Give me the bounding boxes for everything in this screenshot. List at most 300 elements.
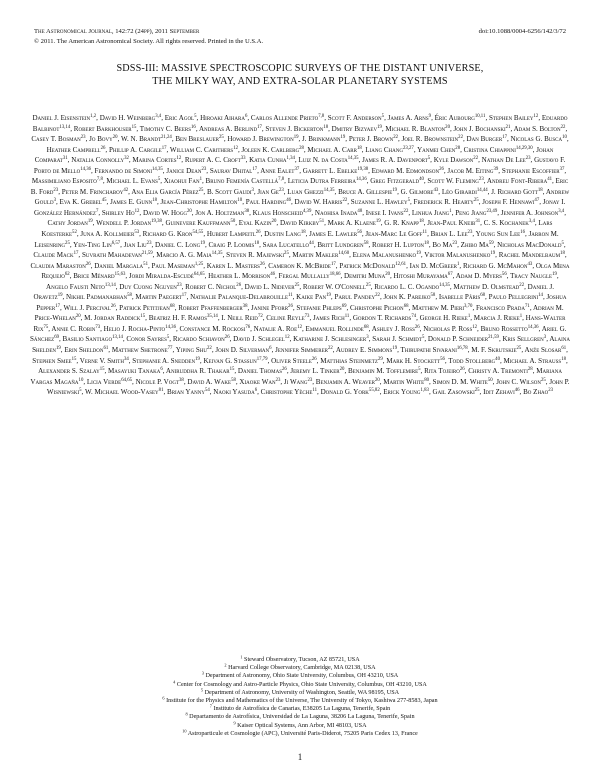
author-name: Yanmei Chen xyxy=(417,145,456,154)
author-affiliation-ref: 6 xyxy=(254,388,258,394)
author-name: Bruce A. Gillespie xyxy=(338,187,393,196)
author-affiliation-ref: 15 xyxy=(229,367,235,373)
page-number: 1 xyxy=(297,752,303,762)
affiliation-item xyxy=(30,656,570,664)
author-name: Jean-Marc Le Goff xyxy=(365,230,423,239)
author-name: M. Jordan Raddick xyxy=(84,314,141,323)
author-name: Hiroaki Aihara xyxy=(200,114,245,122)
author-name: Rita Tojeiro xyxy=(424,367,460,376)
author-name: John P. Wisniewski xyxy=(46,377,570,397)
author-affiliation-ref: 23,49 xyxy=(486,208,498,214)
author-affiliation-ref: 26 xyxy=(288,303,293,309)
author-name: Jian Ge xyxy=(257,187,279,196)
author-name: Claude Mack xyxy=(33,251,74,260)
author-name: Matthew M. Pieri xyxy=(412,303,465,312)
author-name: Johan Comparat xyxy=(34,145,554,165)
author-name: Daniel J. Eisenstein xyxy=(32,114,91,122)
author-name: Duy Cuong Nguyen xyxy=(119,282,177,291)
author-name: Jon A. Holtzman xyxy=(195,208,245,217)
title-line: THE MILKY WAY, AND EXTRA-SOLAR PLANETARY SYSTEMS xyxy=(152,75,448,87)
author-name: Christophe Pichon xyxy=(350,303,404,312)
author-name: Kaike Pan xyxy=(296,293,327,302)
author-affiliation-ref: 68 xyxy=(169,303,175,309)
affiliation-item xyxy=(30,713,570,721)
author-name: Lars Koesterke xyxy=(41,219,553,239)
affiliation-item xyxy=(30,697,570,705)
author-affiliation-ref: 9 xyxy=(428,114,432,119)
author-affiliation-ref: 22 xyxy=(207,346,212,352)
author-affiliation-ref: 3 xyxy=(53,198,57,204)
author-name: Bruno Rossetto xyxy=(480,324,528,333)
author-name: Celine Reyle xyxy=(266,314,305,323)
author-name: Robert Barkhouser xyxy=(73,124,132,133)
author-affiliation-ref: 20 xyxy=(445,124,450,130)
author-affiliation-ref: 41 xyxy=(547,177,552,183)
author-affiliation-ref: 23 xyxy=(80,135,86,141)
author-affiliation-ref: 19 xyxy=(552,272,557,278)
author-affiliation-ref: 5 xyxy=(194,114,197,119)
author-affiliation-ref: 19 xyxy=(490,251,496,257)
author-name: Leticia Dutra Ferreira xyxy=(287,177,356,186)
author-affiliation-ref: 7,8 xyxy=(96,177,103,183)
author-affiliation-ref: 14,35 xyxy=(211,251,223,257)
author-affiliation-ref: 7,8 xyxy=(318,114,325,119)
author-name: James A. Arns xyxy=(387,114,429,122)
author-affiliation-ref: 23 xyxy=(548,388,554,394)
author-affiliation-ref: 50 xyxy=(230,219,236,225)
author-affiliation-ref: 19 xyxy=(392,187,398,193)
author-name: Peter M. Frinchaboy xyxy=(61,187,124,196)
author-affiliation-ref: 11 xyxy=(288,293,293,299)
author-affiliation-ref: 12 xyxy=(176,156,182,162)
author-name: M. F. Skrutskie xyxy=(471,346,517,355)
author-name: Brian Yanny xyxy=(167,388,205,397)
author-affiliation-ref: 17 xyxy=(73,251,79,257)
author-affiliation-ref: 5 xyxy=(421,335,425,341)
author-affiliation-ref: 25 xyxy=(294,282,300,288)
author-name: Anne Ealet xyxy=(260,166,295,175)
author-name: Paul Harding xyxy=(245,198,287,207)
author-name: Emmanuel Rollinde xyxy=(305,324,364,333)
author-affiliation-ref: 58 xyxy=(231,377,236,383)
author-affiliation-ref: 17 xyxy=(502,135,508,141)
author-name: Karen L. Masters xyxy=(206,261,260,270)
author-affiliation-ref: 3,4 xyxy=(528,219,535,225)
author-name: Zhibo Ma xyxy=(460,240,489,249)
author-affiliation-ref: 56 xyxy=(440,356,445,362)
author-affiliation-ref: 14,36 xyxy=(527,324,539,330)
author-affiliation-ref: 15 xyxy=(131,124,137,130)
affiliation-text: Institute for the Physics and Mathematics of the Universe, The University of Tokyo, Kashiwa 277-8583, Japan xyxy=(164,698,438,705)
affiliation-text: Harvard College Observatory, Cambridge, MA 02138, USA xyxy=(226,665,376,672)
author-list: Daniel J. Eisenstein$^{1,2}$, David H. Weinberg$^{3,4}$, Eric Agol$^5$, Hiroaki Aihara$^6$, Carlos Allende Prieto$^{7,8}$, Scott F. Anderson$^5$, James A. Arns$^9$, Éric Aubourg$^{10,11}$, Stephen Bailey$^{12}$, Eduardo Balbinot$^{13,14}$, Robert Barkhouser$^{15}$, Timothy C. Beers$^{16}$, Andreas A. Berlind$^{17}$, Steven J. Bickerton$^{18}$, Dmitry Bizyaev$^{19}$, Michael R. Blanton$^{20}$, John J. Bochanski$^{21}$, Adam S. Bolton$^{22}$, Casey T. Bosman$^{23}$, Jo Bovy$^{20}$, W. N. Brandt$^{21,24}$, Ben Breslauer$^{25}$, Howard J. Brewington$^{19}$, J. Brinkmann$^{19}$, Peter J. Brown$^{22}$, Joel R. Brownstein$^{22}$, Dan Burger$^{17}$, Nicolas G. Busca$^{10}$, Heather Campbell$^{26}$, Phillip A. Cargile$^{17}$, William C. Carithers$^{12}$, Joleen K. Carlberg$^{28}$, Michael A. Carr$^{18}$, Liang Chang$^{23,27}$, Yanmei Chen$^{28}$, Cristina Chiappini$^{14,29,30}$, Johan Comparat$^{31}$, Natalia Connolly$^{32}$, Marina Cortes$^{12}$, Rupert A. C. Croft$^{33}$, Katia Cunha$^{1,34}$, Luiz N. da Costa$^{14,35}$, James R. A. Davenport$^5$, Kyle Dawson$^{22}$, Nathan De Lee$^{23}$, Gustavo F. Porto de Mello$^{14,36}$, Fernando de Simoni$^{14,35}$, Janice Dean$^{23}$, Saurav Dhital$^{17}$, Anne Ealet$^{37}$, Garrett L. Ebelke$^{19,38}$, Edward M. Edmondson$^{26}$, Jacob M. Eiting$^{39}$, Stephanie Escoffier$^{37}$, Massimiliano Esposito$^{7,8}$, Michael L. Evans$^5$, Xiaohui Fan$^1$, Bruno Femenía Castellá$^{7,8}$, Leticia Dutra Ferreira$^{14,36}$, Greg Fitzgerald$^{40}$, Scott W. Fleming$^{23}$, Andreu Font-Ribera$^{41}$, Eric B. Ford$^{23}$, Peter M. Frinchaboy$^{42}$, Ana Elia García Pérez$^{25}$, B. Scott Gaudi$^3$, Jian Ge$^{23}$, Luan Ghezzi$^{14,35}$, Bruce A. Gillespie$^{19}$, G. Gilmore$^{43}$, Léo Girardi$^{14,44}$, J. Richard Gott$^{18}$, Andrew Gould$^3$, Eva K. Grebel$^{45}$, James E. Gunn$^{18}$, Jean-Christophe Hamilton$^{10}$, Paul Harding$^{46}$, David W. Harris$^{22}$, Suzanne L. Hawley$^5$, Frederick R. Hearty$^{25}$, Joseph F. Hennawi$^{47}$, Jonay I. González Hernández$^7$, Shirley Ho$^{12}$, David W. Hogg$^{20}$, Jon A. Holtzman$^{38}$, Klaus Honscheid$^{4,39}$, Naohisa Inada$^{48}$, Inese I. Ivans$^{22}$, Linhua Jiang$^1$, Peng Jiang$^{23,49}$, Jennifer A. Johnson$^{3,4}$, Cathy Jordan$^{19}$, Wendell P. Jordan$^{19,38}$, Guinevere Kauffmann$^{50}$, Eyal Kazin$^{20}$, David Kirkby$^{51}$, Mark A. Klaene$^{19}$, G. R. Knapp$^{18}$, Jean-Paul Kneib$^{31}$, C. S. Kochanek$^{3,4}$, Lars Koesterke$^{52}$, Juna A. Kollmeier$^{53}$, Richard G. Kron$^{54,55}$, Hubert Lampeitl$^{26}$, Dustin Lang$^{18}$, James E. Lawler$^{56}$, Jean-Marc Le Goff$^{11}$, Brian L. Lee$^{23}$, Young Sun Lee$^{16}$, Jarron M. Leisenring$^{25}$, Yen-Ting Lin$^{6,57}$, Jian Liu$^{23}$, Daniel C. Long$^{19}$, Craig P. Loomis$^{18}$, Sara Lucatello$^{44}$, Britt Lundgren$^{58}$, Robert H. Lupton$^{18}$, Bo Ma$^{23}$, Zhibo Ma$^{59}$, Nicholas MacDonald$^5$, Claude Mack$^{17}$, Suvrath Mahadevan$^{21,59}$, Marcio A. G. Maia$^{14,35}$, Steven R. Majewski$^{25}$, Martin Makler$^{14,60}$, Elena Malanushenko$^{19}$, Viktor Malanushenko$^{19}$, Rachel Mandelbaum$^{18}$, Claudia Maraston$^{26}$, Daniel Margala$^{51}$, Paul Maseman$^{1,25}$, Karen L. Masters$^{26}$, Cameron K. McBride$^{17}$, Patrick McDonald$^{12,61}$, Ian D. McGreer$^1$, Richard G. McMahon$^{43}$, Olga Mena Requejo$^{62}$, Brice Ménard$^{15,63}$, Jordi Miralda-Escudé$^{64,65}$, Heather L. Morrison$^{46}$, Fergal Mullally$^{18,66}$, Demitri Muna$^{20}$, Hitoshi Murayama$^{67}$, Adam D. Myers$^{56}$, Tracy Naugle$^{19}$, Angelo Fausti Neto$^{13,14}$, Duy Cuong Nguyen$^{23}$, Robert C. Nichol$^{26}$, David L. Nidever$^{25}$, Robert W. O'Connell$^{25}$, Ricardo L. C. Ogando$^{14,35}$, Matthew D. Olmstead$^{22}$, Daniel J. Oravetz$^{19}$, Nikhil Padmanabhan$^{58}$, Martin Paegert$^{17}$, Nathalie Palanque-Delabrouille$^{11}$, Kaike Pan$^{19}$, Parul Pandey$^{22}$, John K. Parejko$^{58}$, Isabelle Pâris$^{68}$, Paulo Pellegrini$^{14}$, Joshua Pepper$^{17}$, Will J. Percival$^{26}$, Patrick Petitjean$^{68}$, Robert Pfaffenberger$^{38}$, Janine Pforr$^{26}$, Stefanie Phleps$^{69}$, Christophe Pichon$^{68}$, Matthew M. Pieri$^{3,70}$, Francisco Prada$^{71}$, Adrian M. Price-Whelan$^{20}$, M. Jordan Raddick$^{15}$, Beatriz H. F. Ramos$^{35,14}$, I. Neill Reid$^{72}$, Celine Reyle$^{73}$, James Rich$^{11}$, Gordon T. Richards$^{74}$, George H. Rieke$^1$, Marcia J. Rieke$^1$, Hans-Walter Rix$^{75}$, Annie C. Robin$^{73}$, Helio J. Rocha-Pinto$^{14,36}$, Constance M. Rockosi$^{76}$, Natalie A. Roe$^{12}$, Emmanuel Rollinde$^{68}$, Ashley J. Ross$^{26}$, Nicholas P. Ross$^{12}$, Bruno Rossetto$^{14,36}$, Ariel G. Sánchez$^{69}$, Basilio Santiago$^{13,14}$, Conor Sayres$^5$, Ricardo Schiavon$^{26}$, David J. Schlegel$^{12}$, Katharine J. Schlesinger$^3$, Sarah J. Schmidt$^5$, Donald P. Schneider$^{21,59}$, Kris Sellgren$^3$, Alaina Shelden$^{19}$, Erin Sheldon$^{61}$, Matthew Shetrone$^{77}$, Yiping Shu$^{22}$, John D. Silverman$^6$, Jennifer Simmerer$^{22}$, Audrey E. Simmons$^{19}$, Thirupathi Sivarani$^{16,78}$, M. F. Skrutskie$^{25}$, Anže Slosar$^{61}$, Stephen Smee$^{15}$, Verne V. Smith$^{34}$, Stephanie A. Snedden$^{19}$, Keivan G. Stassun$^{17,79}$, Oliver Steele$^{26}$, Matthias Steinmetz$^{29}$, Mark H. Stockett$^{56}$, Todd Stollberg$^{40}$, Michael A. Strauss$^{18}$, Alexander S. Szalay$^{15}$, Masayuki Tanaka$^6$, Aniruddha R. Thakar$^{15}$, Daniel Thomas$^{26}$, Jeremy L. Tinker$^{20}$, Benjamin M. Tofflemire$^5$, Rita Tojeiro$^{26}$, Christy A. Tremonti$^{28}$, Mariana Vargas Magaña$^{10}$, Licia Verde$^{64,65}$, Nicole P. Vogt$^{38}$, David A. Wake$^{58}$, Xiaoke Wan$^{23}$, Ji Wang$^{23}$, Benjamin A. Weaver$^{20}$, Martin White$^{80}$, Simon D. M. White$^{50}$, John C. Wilson$^{25}$, John P. Wisniewski$^5$, W. Michael Wood-Vasey$^{81}$, Brian Yanny$^{54}$, Naoki Yasuda$^6$, Christophe Yèche$^{11}$, Donald G. York$^{55,82}$, Erick Young$^{1,83}$, Gail Zasowski$^{25}$, Idit Zehavi$^{46}$, Bo Zhao$^{23}$ xyxy=(30,114,570,397)
author-name: Eric B. Ford xyxy=(30,177,569,196)
author-affiliation-ref: 3,70 xyxy=(464,303,473,309)
author-affiliation-ref: 58 xyxy=(363,240,369,246)
author-name: Timothy C. Beers xyxy=(139,124,192,133)
affiliation-item xyxy=(30,730,570,738)
author-affiliation-ref: 19 xyxy=(340,135,346,141)
author-name: Gustavo F. Porto de Mello xyxy=(33,156,566,175)
author-affiliation-ref: 26 xyxy=(255,230,261,236)
author-name: Thirupathi Sivarani xyxy=(400,346,457,355)
author-affiliation-ref: 23 xyxy=(146,240,152,246)
author-name: Benjamin A. Weaver xyxy=(315,377,375,386)
author-affiliation-ref: 22 xyxy=(519,282,525,288)
author-affiliation-ref: 5 xyxy=(418,367,421,373)
author-name: W. N. Brandt xyxy=(120,135,162,144)
author-affiliation-ref: 22 xyxy=(342,198,348,204)
author-name: Fergal Mullally xyxy=(278,272,330,281)
author-affiliation-ref: 20 xyxy=(374,377,380,383)
author-affiliation-ref: 32 xyxy=(124,156,129,162)
author-name: Katharine J. Schlesinger xyxy=(293,335,367,344)
author-affiliation-ref: 6 xyxy=(160,367,163,373)
author-name: Robert C. Nichol xyxy=(185,282,237,291)
author-name: Steven R. Majewski xyxy=(226,251,285,260)
author-name: Brian L. Lee xyxy=(430,230,468,239)
author-name: Andreu Font-Ribera xyxy=(486,177,548,186)
author-affiliation-ref: 3,4 xyxy=(155,114,162,119)
author-name: Jordi Miralda-Escudé xyxy=(128,272,194,281)
author-affiliation-ref: 20 xyxy=(271,219,277,225)
author-affiliation-ref: 18 xyxy=(561,356,566,362)
author-name: James R. A. Davenport xyxy=(362,156,428,165)
author-name: Britt Lundgren xyxy=(317,240,364,249)
author-affiliation-ref: 59 xyxy=(488,240,494,246)
author-affiliation-ref: 13,14 xyxy=(112,335,123,341)
author-affiliation-ref: 6 xyxy=(244,114,248,119)
author-affiliation-ref: 21,59 xyxy=(141,251,153,257)
author-affiliation-ref: 26 xyxy=(110,303,116,309)
author-name: Frederick R. Hearty xyxy=(413,198,474,207)
author-name: Anže Slosar xyxy=(524,346,562,355)
author-affiliation-ref: 17 xyxy=(161,145,167,151)
author-affiliation-ref: 7,8 xyxy=(278,177,285,183)
author-name: David L. Nidever xyxy=(244,282,295,291)
author-name: Natalia Connolly xyxy=(71,156,125,165)
author-affiliation-ref: 12 xyxy=(472,324,478,330)
author-name: Jennifer A. Johnson xyxy=(500,208,559,217)
author-affiliation-ref: 73 xyxy=(95,324,101,330)
author-affiliation-ref: 1 xyxy=(467,314,471,320)
author-name: Oliver Steele xyxy=(271,356,312,365)
author-name: Ana Elia García Pérez xyxy=(131,187,199,196)
author-affiliation-ref: 19 xyxy=(195,356,200,362)
author-name: Aniruddha R. Thakar xyxy=(165,367,230,376)
author-affiliation-ref: 29 xyxy=(377,356,383,362)
author-name: David W. Harris xyxy=(294,198,343,207)
author-affiliation-ref: 26 xyxy=(259,261,265,267)
author-name: Ariel G. Sánchez xyxy=(30,324,567,344)
affiliation-text: Instituto de Astrofísica de Canarias, E38205 La Laguna, Tenerife, Spain xyxy=(211,706,391,713)
author-name: Parul Pandey xyxy=(334,293,376,302)
affiliation-text: Steward Observatory, Tucson, AZ 85721, USA xyxy=(242,657,360,663)
author-affiliation-ref: 15 xyxy=(71,356,77,362)
author-name: Greg Fitzgerald xyxy=(370,177,420,186)
author-affiliation-ref: 11 xyxy=(422,230,428,236)
affiliation-number: 7 xyxy=(209,703,212,709)
author-affiliation-ref: 21 xyxy=(505,124,511,130)
author-name: Martin Paegert xyxy=(135,293,182,302)
author-affiliation-ref: 1 xyxy=(457,261,460,267)
author-name: David J. Schlegel xyxy=(233,335,285,344)
author-name: Katia Cunha xyxy=(249,156,287,165)
author-affiliation-ref: 18 xyxy=(152,198,158,204)
author-affiliation-ref: 17,79 xyxy=(256,356,268,362)
author-affiliation-ref: 33 xyxy=(240,156,246,162)
affiliation-number: 5 xyxy=(200,687,204,693)
author-affiliation-ref: 23 xyxy=(176,282,182,288)
author-affiliation-ref: 20 xyxy=(339,367,345,373)
author-name: Jarron M. Leisenring xyxy=(34,230,559,249)
author-name: Michael A. Carr xyxy=(307,145,357,154)
author-affiliation-ref: 22 xyxy=(458,135,463,141)
author-name: Mariana Vargas Magaña xyxy=(30,367,562,386)
author-affiliation-ref: 19 xyxy=(377,124,382,130)
author-name: Alaina Shelden xyxy=(32,335,570,355)
author-name: Léo Girardi xyxy=(441,187,477,196)
author-name: John C. Wilson xyxy=(496,377,541,386)
author-affiliation-ref: 25 xyxy=(198,187,204,193)
author-affiliation-ref: 23 xyxy=(467,230,473,236)
author-affiliation-ref: 1,25 xyxy=(194,261,204,267)
paper-title xyxy=(0,63,600,88)
author-affiliation-ref: 14,35 xyxy=(439,282,450,288)
author-name: Phillip A. Cargile xyxy=(108,145,162,154)
author-affiliation-ref: 26 xyxy=(311,356,317,362)
author-affiliation-ref: 12 xyxy=(297,324,303,330)
author-name: Wendell P. Jordan xyxy=(96,219,152,228)
author-affiliation-ref: 71 xyxy=(525,303,530,309)
author-name: Martin White xyxy=(383,377,425,386)
author-name: Juna A. Kollmeier xyxy=(80,230,135,239)
affiliation-item xyxy=(30,705,570,713)
author-affiliation-ref: 46 xyxy=(514,388,520,394)
author-affiliation-ref: 18 xyxy=(323,124,329,130)
author-affiliation-ref: 14 xyxy=(538,293,543,299)
author-affiliation-ref: 3 xyxy=(251,187,254,193)
author-name: Sara Lucatello xyxy=(262,240,310,249)
author-affiliation-ref: 6,57 xyxy=(111,240,121,246)
affiliation-number: 1 xyxy=(240,654,243,660)
author-name: Christy A. Tremonti xyxy=(468,367,528,376)
author-affiliation-ref: 12,61 xyxy=(395,261,407,267)
author-affiliation-ref: 38 xyxy=(179,377,184,383)
author-name: Xiaoke Wan xyxy=(239,377,276,386)
author-name: Stephen Bailey xyxy=(488,114,534,122)
affiliation-number: 8 xyxy=(185,711,188,717)
author-affiliation-ref: 56 xyxy=(501,272,507,278)
author-name: Klaus Honscheid xyxy=(252,208,303,217)
author-name: Basilio Santiago xyxy=(62,335,113,344)
author-name: Joleen K. Carlberg xyxy=(241,145,300,154)
author-name: Janine Pforr xyxy=(251,303,289,312)
author-affiliation-ref: 1,34 xyxy=(286,156,295,162)
author-name: John D. Silverman xyxy=(215,346,270,355)
author-affiliation-ref: 1 xyxy=(519,314,523,320)
title-line: SDSS-III: MASSIVE SPECTROSCOPIC SURVEYS OF THE DISTANT UNIVERSE, xyxy=(116,63,484,74)
affiliation-item xyxy=(30,722,570,730)
author-name: Donald P. Schneider xyxy=(427,335,489,344)
author-name: Inese I. Ivans xyxy=(365,208,404,217)
author-affiliation-ref: 12 xyxy=(134,208,140,214)
author-affiliation-ref: 1,83 xyxy=(420,388,429,394)
author-name: Gail Zasowski xyxy=(432,388,475,397)
author-name: Masayuki Tanaka xyxy=(108,367,161,376)
author-name: Heather Campbell xyxy=(46,145,101,154)
author-name: B. Scott Gaudi xyxy=(206,187,252,196)
author-name: James E. Gunn xyxy=(110,198,153,207)
author-name: Brice Ménard xyxy=(73,272,115,281)
affiliation-text: Department of Astronomy, Ohio State University, Columbus, OH 43210, USA xyxy=(203,673,399,680)
author-affiliation-ref: 19 xyxy=(293,135,299,141)
doi-link[interactable]: doi:10.1088/0004-6256/142/3/72 xyxy=(478,28,566,35)
author-name: Adrian M. Price-Whelan xyxy=(34,303,564,323)
affiliation-item xyxy=(30,672,570,680)
author-name: Scott W. Fleming xyxy=(427,177,479,186)
author-affiliation-ref: 31 xyxy=(475,219,481,225)
author-name: Helio J. Rocha-Pinto xyxy=(103,324,166,333)
author-affiliation-ref: 18 xyxy=(254,240,260,246)
author-name: Nikhil Padmanabhan xyxy=(66,293,128,302)
author-name: Francisco Prada xyxy=(475,303,526,312)
journal-citation: The Astronomical Journal, 142:72 (24pp), 2011 September xyxy=(34,28,200,35)
author-affiliation-ref: 15 xyxy=(140,314,146,320)
author-name: G. Gilmore xyxy=(400,187,434,196)
author-affiliation-ref: 20 xyxy=(385,272,391,278)
author-name: Jonay I. González Hernández xyxy=(34,198,566,217)
author-name: Jo Bovy xyxy=(89,135,113,144)
author-affiliation-ref: 46 xyxy=(270,272,276,278)
author-affiliation-ref: 17 xyxy=(55,303,61,309)
author-affiliation-ref: 26 xyxy=(414,324,420,330)
author-affiliation-ref: 26 xyxy=(236,282,242,288)
author-name: Todd Stollberg xyxy=(448,356,496,365)
author-name: J. Brinkmann xyxy=(302,135,341,144)
author-affiliation-ref: 39 xyxy=(493,166,499,172)
author-affiliation-ref: 47 xyxy=(534,198,540,204)
author-affiliation-ref: 21,24 xyxy=(161,135,172,141)
author-affiliation-ref: 81 xyxy=(158,388,164,394)
author-name: Joel R. Brownstein xyxy=(401,135,459,144)
author-name: Andrew Gould xyxy=(34,187,570,207)
author-affiliation-ref: 61 xyxy=(103,346,109,352)
author-affiliation-ref: 23 xyxy=(452,240,458,246)
author-affiliation-ref: 14,29,30 xyxy=(515,145,533,151)
author-name: Viktor Malanushenko xyxy=(424,251,491,260)
author-affiliation-ref: 38 xyxy=(244,208,250,214)
author-name: Michael A. Strauss xyxy=(503,356,562,365)
author-affiliation-ref: 74 xyxy=(411,314,417,320)
author-name: Patrick Petitjean xyxy=(119,303,170,312)
author-name: John K. Parejko xyxy=(383,293,431,302)
affiliation-number: 10 xyxy=(182,728,187,734)
author-affiliation-ref: 26 xyxy=(459,367,465,373)
author-affiliation-ref: 19 xyxy=(57,293,63,299)
author-name: Richard G. Kron xyxy=(142,230,193,239)
author-name: Matthew D. Olmstead xyxy=(453,282,520,291)
author-affiliation-ref: 31 xyxy=(62,156,68,162)
author-name: C. S. Kochanek xyxy=(483,219,529,228)
author-name: Garrett L. Ebelke xyxy=(302,166,358,175)
author-affiliation-ref: 21,59 xyxy=(488,335,499,341)
author-name: Idit Zehavi xyxy=(483,388,515,397)
author-affiliation-ref: 51 xyxy=(143,261,148,267)
author-affiliation-ref: 42 xyxy=(123,187,129,193)
author-affiliation-ref: 22 xyxy=(375,293,380,299)
author-name: Jean-Christophe Hamilton xyxy=(160,198,238,207)
author-affiliation-ref: 55,82 xyxy=(368,388,380,394)
affiliation-list xyxy=(30,656,570,738)
author-affiliation-ref: 25 xyxy=(284,251,289,257)
author-affiliation-ref: 23 xyxy=(53,187,59,193)
author-name: W. Michael Wood-Vasey xyxy=(84,388,159,397)
author-affiliation-ref: 5 xyxy=(427,156,431,162)
author-name: Constance M. Rockosi xyxy=(179,324,246,333)
author-affiliation-ref: 23 xyxy=(478,177,484,183)
author-affiliation-ref: 10 xyxy=(237,198,243,204)
author-name: Jeremy L. Tinker xyxy=(290,367,340,376)
author-name: Verne V. Smith xyxy=(79,356,124,365)
author-affiliation-ref: 62 xyxy=(64,272,70,278)
author-affiliation-ref: 25 xyxy=(473,198,479,204)
author-name: Jian Liu xyxy=(123,240,147,249)
author-name: James Rich xyxy=(312,314,345,323)
affiliation-text: Kaiser Optical Systems, Ann Arbor, MI 48103, USA xyxy=(235,722,367,729)
author-affiliation-ref: 18 xyxy=(300,230,306,236)
author-name: Isabelle Pâris xyxy=(438,293,481,302)
author-affiliation-ref: 37 xyxy=(294,166,300,172)
author-affiliation-ref: 72 xyxy=(257,314,263,320)
author-name: I. Neill Reid xyxy=(221,314,258,323)
author-name: Yiping Shu xyxy=(175,346,208,355)
author-name: Joseph F. Hennawi xyxy=(482,198,535,207)
author-name: Daniel J. Oravetz xyxy=(33,282,554,302)
author-affiliation-ref: 6 xyxy=(269,346,272,352)
affiliation-text: Center for Cosmology and Astro-Particle Physics, Ohio State University, Columbus, OH 43210, USA xyxy=(175,681,427,688)
author-name: Angelo Fausti Neto xyxy=(46,282,105,291)
author-affiliation-ref: 68 xyxy=(480,293,486,299)
author-affiliation-ref: 14,60 xyxy=(338,251,350,257)
author-name: Massimiliano Esposito xyxy=(31,177,97,186)
author-name: Elena Malanushenko xyxy=(352,251,417,260)
author-affiliation-ref: 28 xyxy=(455,145,461,151)
author-name: Jean-Paul Kneib xyxy=(427,219,476,228)
author-name: David H. Weinberg xyxy=(99,114,156,122)
author-affiliation-ref: 44 xyxy=(309,240,314,246)
author-affiliation-ref: 26 xyxy=(100,145,106,151)
author-affiliation-ref: 23 xyxy=(275,377,281,383)
author-affiliation-ref: 34 xyxy=(123,356,129,362)
author-affiliation-ref: 10 xyxy=(562,135,567,141)
affiliation-text: Departamento de Astrofísica, Universidad de La Laguna, 38206 La Laguna, Tenerife, Spain xyxy=(187,714,415,721)
author-affiliation-ref: 17 xyxy=(257,124,262,130)
author-affiliation-ref: 11 xyxy=(344,314,350,320)
author-affiliation-ref: 19 xyxy=(200,240,206,246)
author-name: Marcio A. G. Maia xyxy=(156,251,212,260)
author-affiliation-ref: 1 xyxy=(199,177,202,183)
author-name: Natalie A. Roe xyxy=(253,324,298,333)
author-affiliation-ref: 50 xyxy=(487,377,493,383)
author-affiliation-ref: 80 xyxy=(424,377,429,383)
author-affiliation-ref: 25 xyxy=(474,388,480,394)
affiliation-number: 2 xyxy=(224,662,227,668)
author-name: Annie C. Robin xyxy=(51,324,96,333)
author-name: Ricardo L. C. Ogando xyxy=(374,282,440,291)
author-name: Audrey E. Simmons xyxy=(335,346,393,355)
author-name: Bo Zhao xyxy=(523,388,549,397)
